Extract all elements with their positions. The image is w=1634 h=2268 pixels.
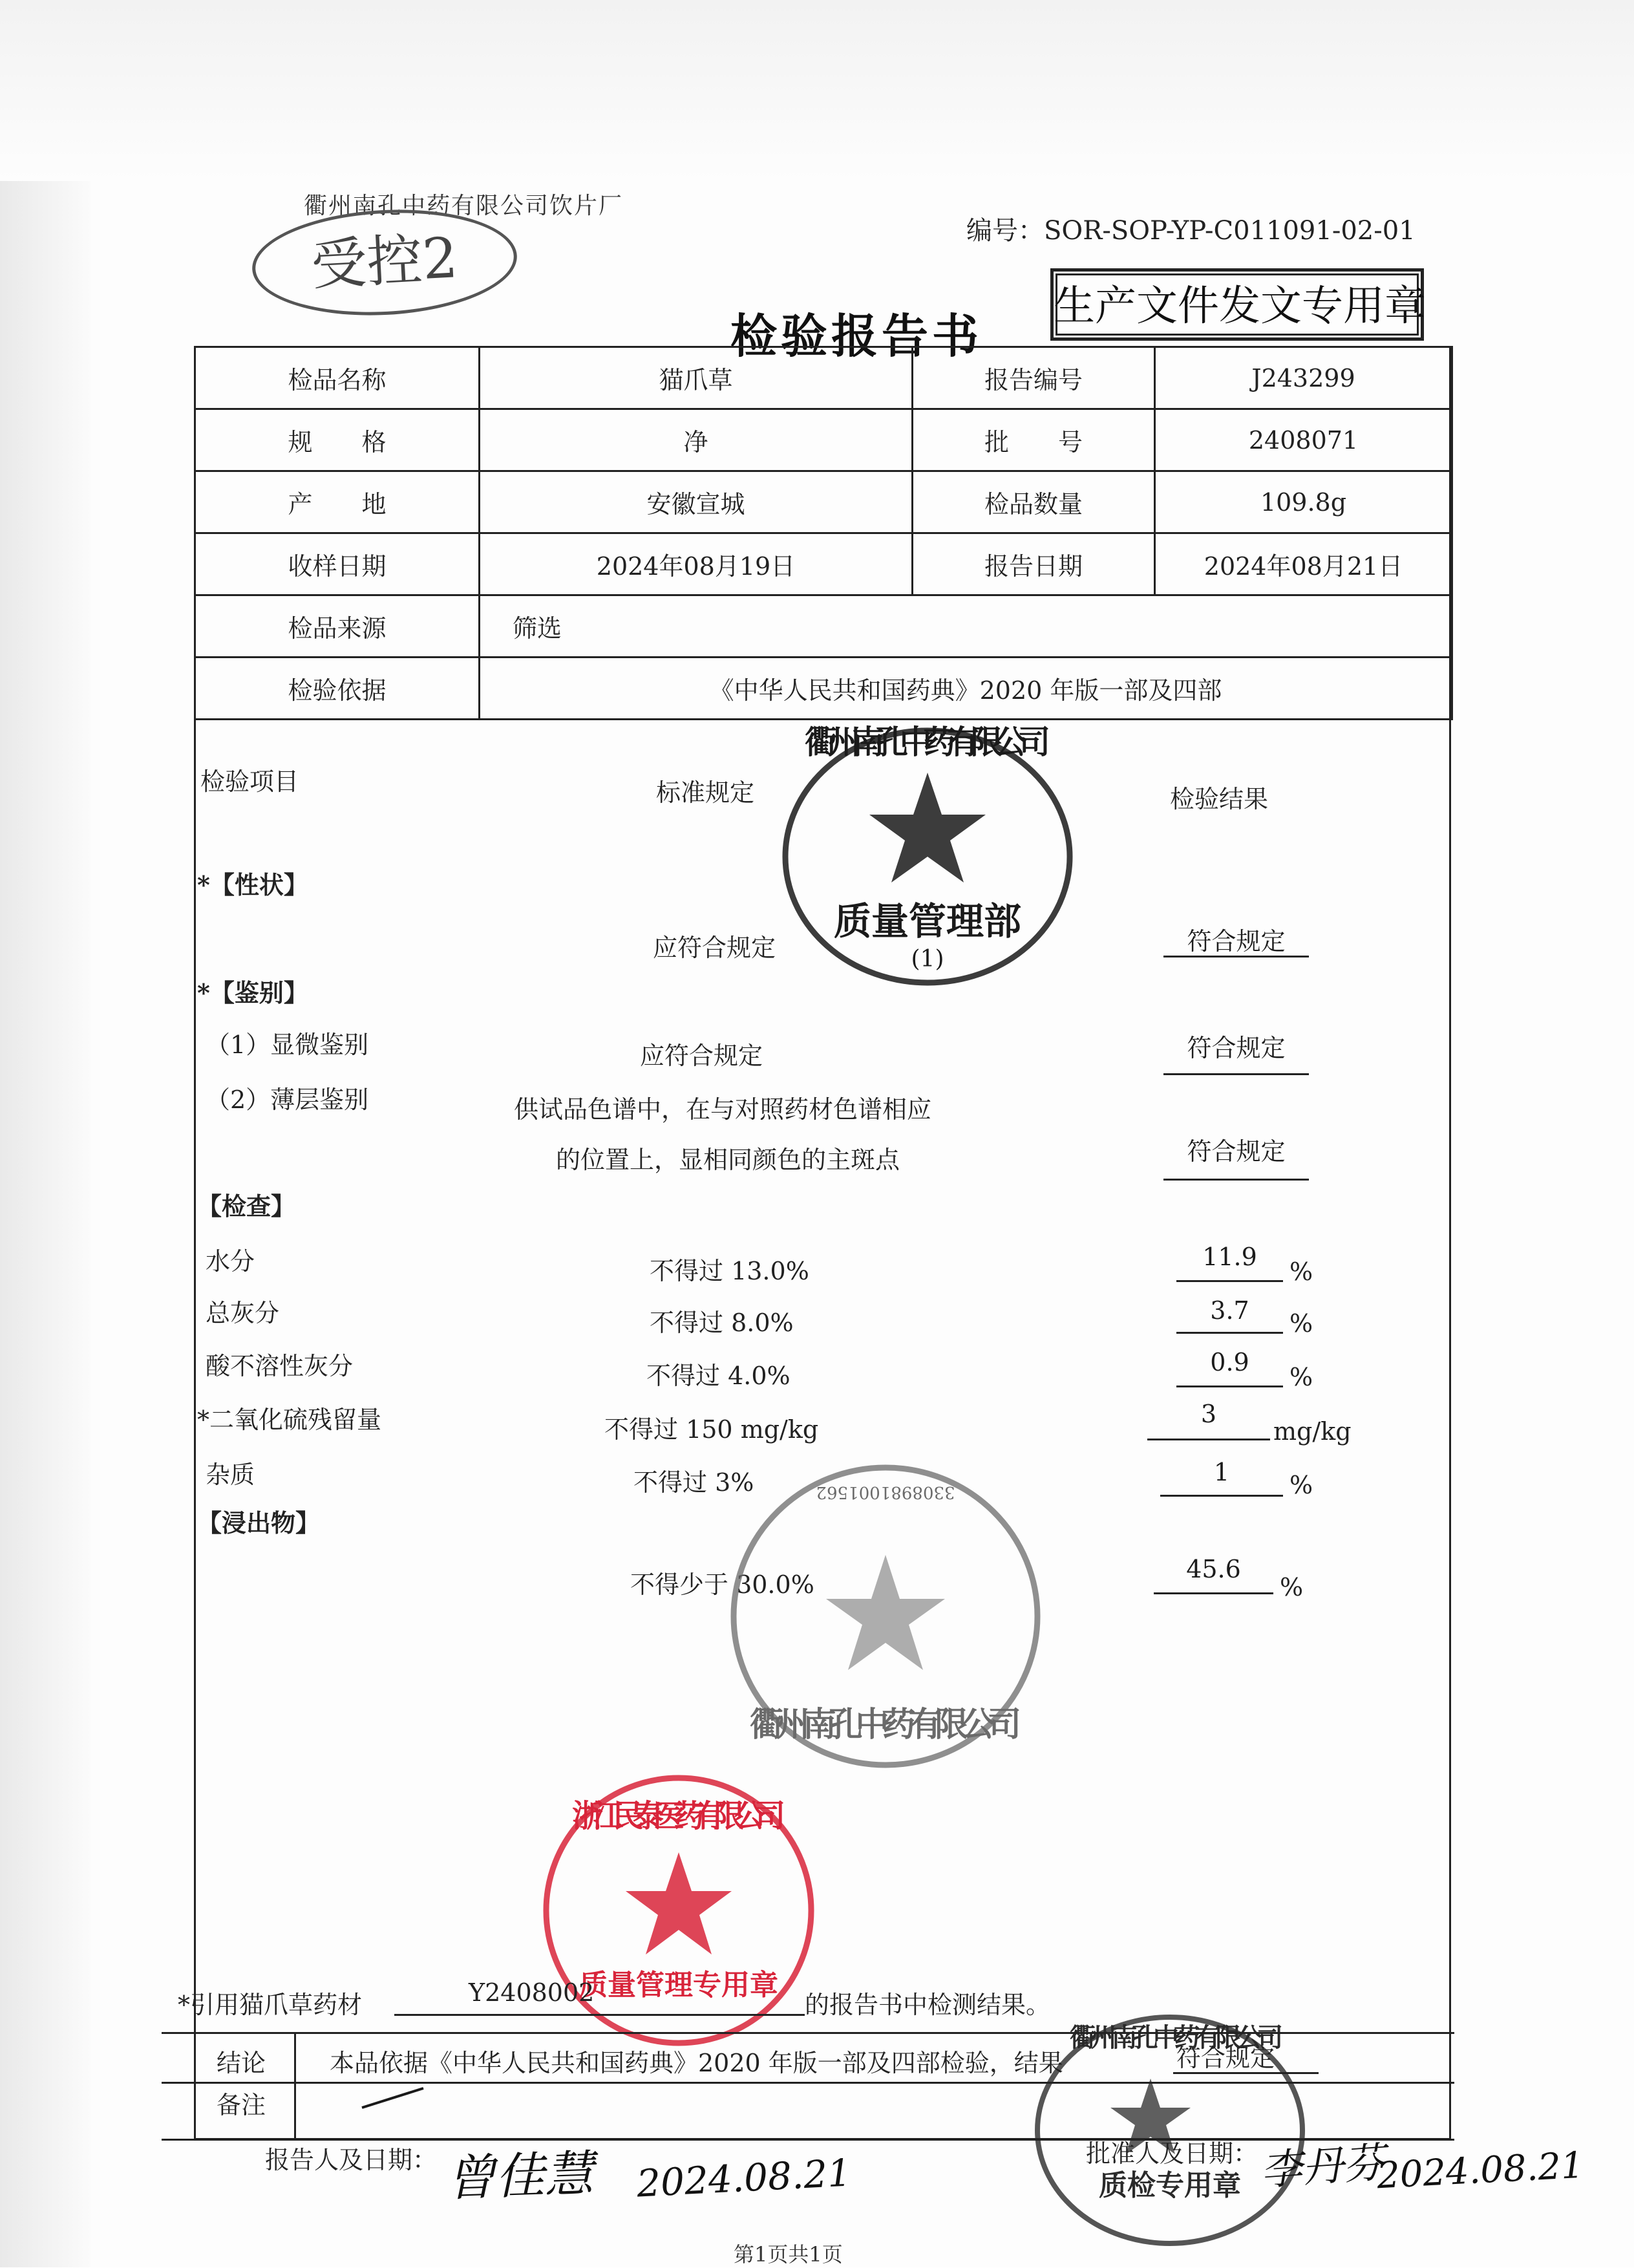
ref-suffix: 的报告书中检测结果。 xyxy=(805,1991,1051,2019)
report-date-value: 2024年08月21日 xyxy=(1155,533,1452,595)
qc-stamp-inner: 质检专用章 xyxy=(1099,2169,1241,2202)
red-stamp-inner: 质量管理专用章 xyxy=(579,1969,778,2002)
origin-label: 产 地 xyxy=(195,471,480,533)
table-row xyxy=(195,595,1452,658)
conclusion-result-underline xyxy=(1173,2072,1319,2074)
ref-prefix: *引用猫爪草药材 xyxy=(178,1991,363,2019)
basis-value: 《中华人民共和国药典》2020 年版一部及四部 xyxy=(480,658,1452,720)
receive-date-value: 2024年08月19日 xyxy=(480,533,913,595)
conclusion-text: 本品依据《中华人民共和国药典》2020 年版一部及四部检验，结果 xyxy=(330,2049,1063,2077)
approver-label: 批准人及日期： xyxy=(1086,2139,1258,2168)
batch-value: 2408071 xyxy=(1155,409,1452,471)
document-code-label: 编号： xyxy=(966,216,1044,246)
remark-label: 备注 xyxy=(217,2091,266,2119)
ref-batch: Y2408002 xyxy=(469,1978,595,2007)
company-name: 衢州南孔中药有限公司饮片厂 xyxy=(304,193,624,219)
reporter-label: 报告人及日期： xyxy=(265,2146,438,2174)
micro-label: （1）显微鉴别 xyxy=(206,1031,369,1059)
tlc-standard-line2: 的位置上，显相同颜色的主斑点 xyxy=(556,1146,900,1174)
approver-signature: 李丹芬 xyxy=(1259,2139,1386,2196)
approver-date: 2024.08.21 xyxy=(1375,2144,1586,2198)
remark-dash-mark xyxy=(359,2085,430,2111)
qty-label: 检品数量 xyxy=(913,471,1155,533)
gray-stamp-outer: 衢州南孔中药有限公司 xyxy=(750,1705,1021,1744)
red-stamp-outer: 浙江民泰医药有限公司 xyxy=(572,1798,785,1834)
origin-value: 安徽宣城 xyxy=(480,471,913,533)
micro-result: 符合规定 xyxy=(1187,1034,1286,1062)
impurity-value: 1 xyxy=(1213,1458,1230,1486)
so2-value: 3 xyxy=(1200,1400,1217,1428)
table-row xyxy=(195,471,1452,533)
acid-ash-standard: 不得过 4.0% xyxy=(646,1362,790,1390)
receive-date-label: 收样日期 xyxy=(195,533,480,595)
extract-value: 45.6 xyxy=(1186,1555,1241,1583)
micro-result-underline xyxy=(1163,1073,1309,1075)
so2-underline xyxy=(1147,1439,1270,1440)
extract-standard: 不得少于 30.0% xyxy=(630,1570,814,1599)
col-result-header: 检验结果 xyxy=(1170,785,1269,813)
qc-stamp xyxy=(1028,2001,1312,2234)
tlc-result: 符合规定 xyxy=(1187,1137,1286,1166)
document-issue-stamp: 生产文件发文专用章 xyxy=(1050,268,1424,341)
footer-column-rule xyxy=(294,2032,296,2139)
table-row xyxy=(195,347,1452,409)
sample-info-table xyxy=(194,346,1453,720)
so2-unit: mg/kg xyxy=(1273,1417,1352,1446)
extract-unit: % xyxy=(1280,1573,1304,1601)
tlc-result-underline xyxy=(1163,1179,1309,1181)
table-row xyxy=(195,409,1452,471)
conclusion-result: 符合规定 xyxy=(1176,2044,1275,2072)
acid-ash-value: 0.9 xyxy=(1210,1348,1249,1376)
report-no-label: 报告编号 xyxy=(913,347,1155,409)
source-value: 筛选 xyxy=(480,595,1452,658)
ash-standard: 不得过 8.0% xyxy=(650,1309,794,1337)
ash-label: 总灰分 xyxy=(206,1299,280,1327)
traits-result-underline xyxy=(1163,956,1309,957)
report-no-value: J243299 xyxy=(1155,347,1452,409)
gray-stamp-code: 3308981001562 xyxy=(816,1482,955,1502)
conclusion-top-rule xyxy=(162,2032,1454,2034)
ident-heading: *【鉴别】 xyxy=(197,978,308,1007)
conclusion-label: 结论 xyxy=(217,2049,266,2077)
reporter-date: 2024.08.21 xyxy=(635,2150,853,2206)
gray-company-stamp xyxy=(724,1458,1047,1775)
water-label: 水分 xyxy=(206,1247,255,1276)
ash-underline xyxy=(1176,1332,1283,1334)
traits-heading: *【性状】 xyxy=(197,870,308,899)
qm-stamp-outer: 衢州南孔中药有限公司 xyxy=(805,723,1050,761)
impurity-label: 杂质 xyxy=(206,1460,255,1489)
qc-stamp-outer: 衢州南孔中药有限公司 xyxy=(1070,2022,1283,2053)
traits-result: 符合规定 xyxy=(1187,927,1286,956)
check-heading: 【检查】 xyxy=(197,1192,296,1221)
ash-unit: % xyxy=(1289,1309,1313,1338)
acid-ash-label: 酸不溶性灰分 xyxy=(206,1352,354,1380)
ash-value: 3.7 xyxy=(1210,1296,1249,1325)
col-item-header: 检验项目 xyxy=(200,767,299,796)
reporter-signature: 曾佳慧 xyxy=(445,2145,595,2207)
basis-label: 检验依据 xyxy=(195,658,480,720)
so2-standard: 不得过 150 mg/kg xyxy=(604,1415,819,1444)
conclusion-bottom-rule xyxy=(162,2082,1454,2084)
document-code xyxy=(966,210,1416,247)
qty-value: 109.8g xyxy=(1155,471,1452,533)
report-date-label: 报告日期 xyxy=(913,533,1155,595)
water-underline xyxy=(1176,1280,1283,1282)
source-label: 检品来源 xyxy=(195,595,480,658)
extract-heading: 【浸出物】 xyxy=(197,1508,321,1537)
qm-dept-stamp xyxy=(772,721,1083,992)
acid-ash-underline xyxy=(1176,1385,1283,1387)
qm-stamp-num: (1) xyxy=(911,946,944,972)
impurity-underline xyxy=(1160,1495,1283,1497)
qm-stamp-inner: 质量管理部 xyxy=(833,899,1022,943)
table-row xyxy=(195,658,1452,720)
page-title: 检验报告书 xyxy=(730,308,983,363)
page-number: 第1页共1页 xyxy=(734,2242,843,2267)
col-standard-header: 标准规定 xyxy=(656,778,755,807)
extract-underline xyxy=(1154,1592,1273,1594)
spec-label: 规 格 xyxy=(195,409,480,471)
water-standard: 不得过 13.0% xyxy=(650,1257,809,1285)
ref-batch-underline xyxy=(394,2014,805,2016)
scan-shadow-left xyxy=(0,181,90,2267)
water-unit: % xyxy=(1289,1257,1313,1286)
tlc-label: （2）薄层鉴别 xyxy=(206,1086,369,1114)
impurity-standard: 不得过 3% xyxy=(633,1468,754,1497)
impurity-unit: % xyxy=(1289,1471,1313,1499)
water-value: 11.9 xyxy=(1202,1243,1257,1271)
scan-shadow-top xyxy=(0,0,1634,181)
batch-label: 批 号 xyxy=(913,409,1155,471)
name-value: 猫爪草 xyxy=(480,347,913,409)
document-code-value: SOR-SOP-YP-C011091-02-01 xyxy=(1044,216,1416,246)
so2-label: *二氧化硫残留量 xyxy=(197,1406,382,1434)
spec-value: 净 xyxy=(480,409,913,471)
name-label: 检品名称 xyxy=(195,347,480,409)
traits-standard: 应符合规定 xyxy=(653,934,776,962)
table-row xyxy=(195,533,1452,595)
control-stamp: 受控2 xyxy=(249,203,520,321)
micro-standard: 应符合规定 xyxy=(640,1042,763,1070)
tlc-standard-line1: 供试品色谱中，在与对照药材色谱相应 xyxy=(514,1095,932,1124)
acid-ash-unit: % xyxy=(1289,1363,1313,1391)
red-qm-stamp xyxy=(536,1768,821,2053)
